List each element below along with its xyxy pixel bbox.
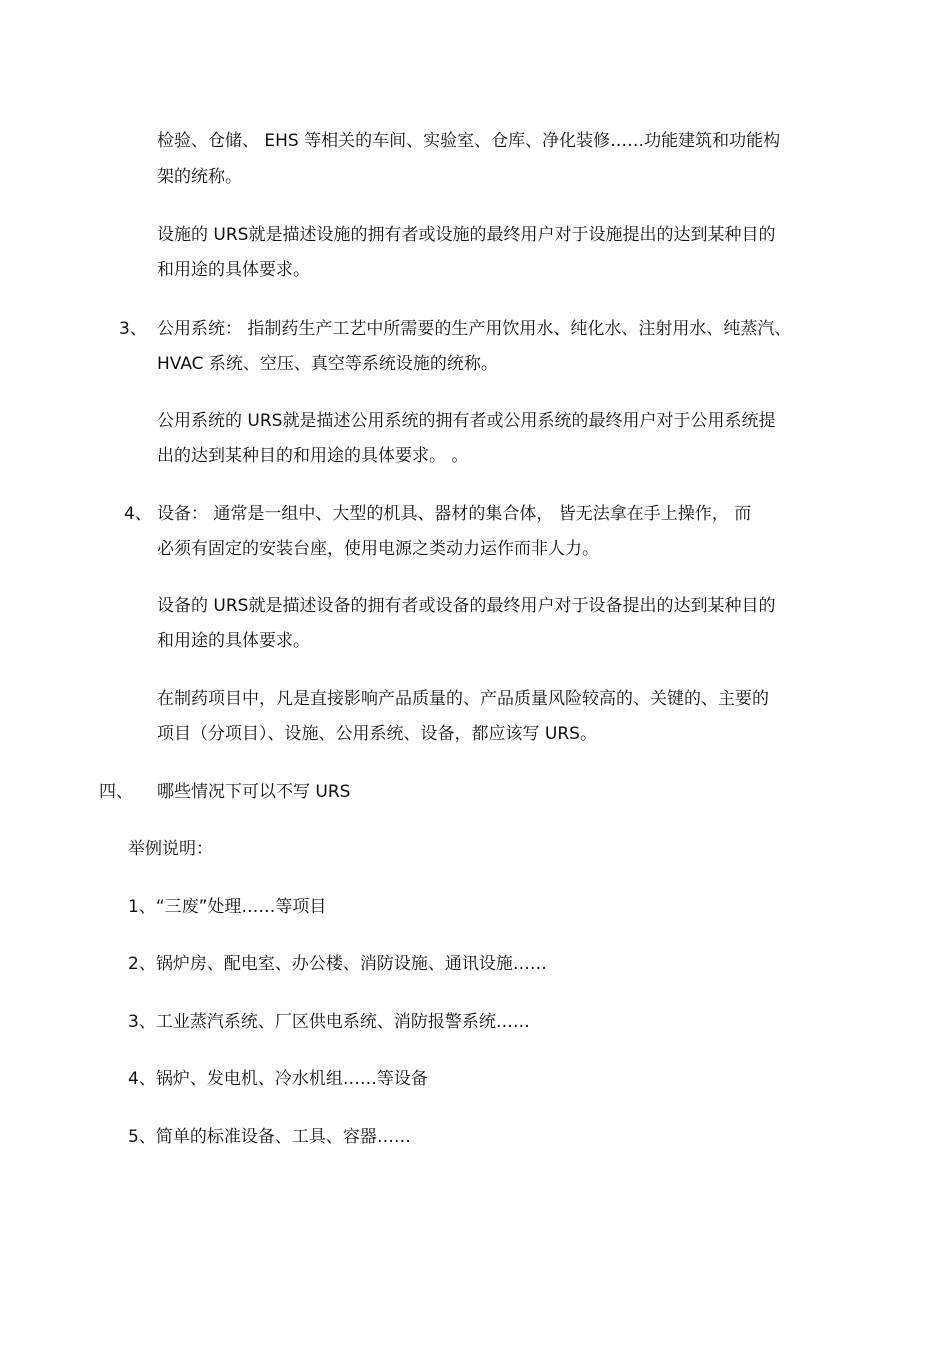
example-item-2: 2、锅炉房、配电室、办公楼、消防设施、通讯设施…… bbox=[128, 954, 547, 974]
summary-line-2: 项目（分项目）、设施、公用系统、设备，都应该写 URS。 bbox=[157, 724, 597, 744]
example-item-5: 5、简单的标准设备、工具、容器…… bbox=[128, 1127, 411, 1147]
utility-definition-line-1: 公用系统： 指制药生产工艺中所需要的生产用饮用水、纯化水、注射用水、纯蒸汽、 bbox=[157, 319, 792, 339]
section-title: 哪些情况下可以不写 URS bbox=[157, 782, 351, 802]
utility-definition-line-2: HVAC 系统、空压、真空等系统设施的统称。 bbox=[157, 354, 498, 374]
utility-item-number: 3、 bbox=[119, 319, 147, 339]
example-item-3: 3、工业蒸汽系统、厂区供电系统、消防报警系统…… bbox=[128, 1012, 530, 1032]
summary-line-1: 在制药项目中，凡是直接影响产品质量的、产品质量风险较高的、关键的、主要的 bbox=[157, 689, 769, 709]
utility-urs-line-2: 出的达到某种目的和用途的具体要求。 。 bbox=[157, 446, 469, 466]
facility-urs-line-1: 设施的 URS就是描述设施的拥有者或设施的最终用户对于设施提出的达到某种目的 bbox=[157, 225, 776, 245]
example-item-4: 4、锅炉、发电机、冷水机组……等设备 bbox=[128, 1069, 428, 1089]
facility-definition-line-2: 架的统称。 bbox=[157, 167, 242, 187]
equipment-definition-line-1: 设备： 通常是一组中、大型的机具、器材的集合体， 皆无法拿在手上操作， 而 bbox=[157, 504, 752, 524]
section-number: 四、 bbox=[99, 782, 133, 802]
example-item-1: 1、“三废”处理……等项目 bbox=[128, 897, 327, 917]
equipment-definition-line-2: 必须有固定的安装台座，使用电源之类动力运作而非人力。 bbox=[157, 539, 599, 559]
equipment-item-number: 4、 bbox=[124, 504, 152, 524]
utility-urs-line-1: 公用系统的 URS就是描述公用系统的拥有者或公用系统的最终用户对于公用系统提 bbox=[157, 411, 776, 431]
equipment-urs-line-2: 和用途的具体要求。 bbox=[157, 631, 310, 651]
facility-urs-line-2: 和用途的具体要求。 bbox=[157, 260, 310, 280]
facility-definition-line-1: 检验、仓储、 EHS 等相关的车间、实验室、仓库、净化装修……功能建筑和功能构 bbox=[157, 131, 781, 151]
examples-label: 举例说明： bbox=[128, 839, 213, 859]
equipment-urs-line-1: 设备的 URS就是描述设备的拥有者或设备的最终用户对于设备提出的达到某种目的 bbox=[157, 596, 776, 616]
